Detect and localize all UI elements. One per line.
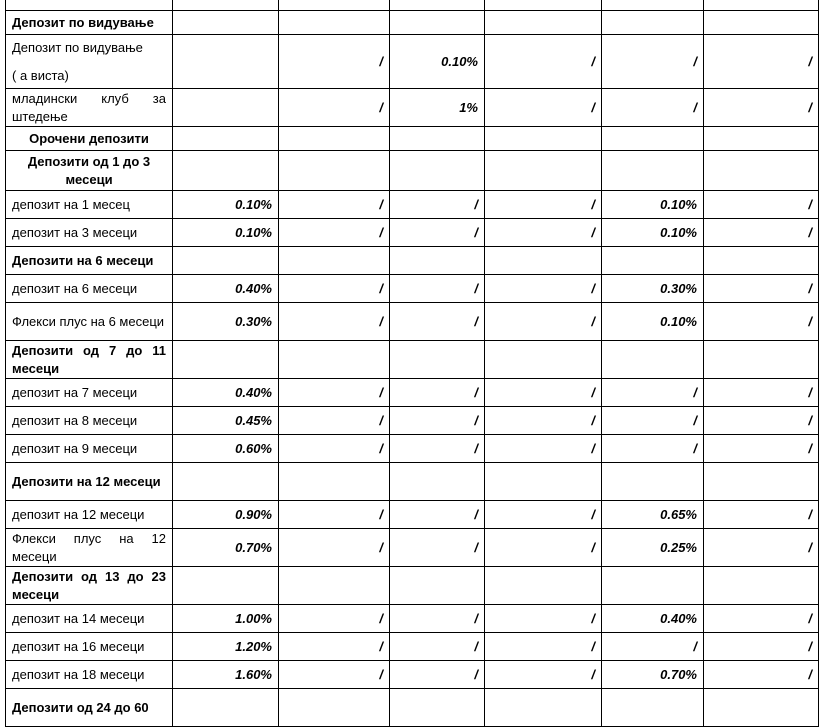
rate-cell: /	[704, 219, 819, 247]
rate-cell: /	[485, 191, 602, 219]
rate-cell	[704, 567, 819, 605]
rate-cell: 0.70%	[602, 661, 704, 689]
row-label-cell	[6, 219, 173, 247]
table-row	[6, 407, 819, 435]
row-label-cell	[6, 341, 173, 379]
row-label-cell	[6, 605, 173, 633]
rate-cell: /	[602, 633, 704, 661]
rate-cell	[704, 151, 819, 191]
row-label: депозит на 18 месеци	[12, 666, 145, 682]
rate-cell	[173, 567, 279, 605]
rate-cell	[602, 0, 704, 11]
rate-cell	[485, 567, 602, 605]
rate-cell: /	[390, 501, 485, 529]
rate-cell: /	[390, 275, 485, 303]
row-label-cell	[6, 191, 173, 219]
rate-cell	[279, 247, 390, 275]
table-row	[6, 0, 819, 11]
rate-cell	[602, 463, 704, 501]
row-label: Депозити на 6 месеци	[12, 252, 154, 268]
rate-cell	[173, 247, 279, 275]
table-row	[6, 275, 819, 303]
rate-cell	[485, 0, 602, 11]
rate-cell: 0.10%	[173, 219, 279, 247]
rate-cell	[173, 689, 279, 727]
rate-cell	[279, 151, 390, 191]
rate-cell: /	[704, 191, 819, 219]
rate-cell: /	[279, 89, 390, 127]
rate-cell: /	[279, 379, 390, 407]
rate-cell	[390, 0, 485, 11]
rate-cell: 0.25%	[602, 529, 704, 567]
rate-cell	[390, 341, 485, 379]
rate-cell: /	[279, 219, 390, 247]
rate-cell: /	[485, 219, 602, 247]
rate-cell: /	[485, 435, 602, 463]
rate-cell: 1%	[390, 89, 485, 127]
rate-cell: /	[279, 529, 390, 567]
row-label: Депозити од 7 до 11 месеци	[12, 342, 166, 376]
table-row	[6, 89, 819, 127]
row-label: Депозити на 12 месеци	[12, 473, 161, 489]
rate-cell	[602, 567, 704, 605]
rate-cell: /	[602, 435, 704, 463]
rate-cell: /	[390, 303, 485, 341]
rate-cell: /	[485, 89, 602, 127]
rate-cell: /	[390, 219, 485, 247]
row-label: Депозити од 13 до 23 месеци	[12, 568, 166, 602]
rate-cell: 0.30%	[173, 303, 279, 341]
rate-cell	[390, 247, 485, 275]
rate-cell: 0.10%	[602, 219, 704, 247]
rate-cell: /	[704, 35, 819, 89]
table-row	[6, 191, 819, 219]
row-label-cell	[6, 275, 173, 303]
rate-cell: 0.40%	[173, 275, 279, 303]
row-label-cell	[6, 0, 173, 11]
rate-cell	[390, 689, 485, 727]
rate-cell	[279, 0, 390, 11]
rate-cell: /	[279, 501, 390, 529]
rate-cell: 1.20%	[173, 633, 279, 661]
rate-cell: 0.40%	[173, 379, 279, 407]
rate-cell: /	[485, 529, 602, 567]
rate-cell: /	[704, 501, 819, 529]
rate-cell	[704, 11, 819, 35]
rate-cell: /	[704, 435, 819, 463]
rate-cell	[485, 11, 602, 35]
rate-cell	[390, 567, 485, 605]
row-label: Депозит по видување	[12, 39, 143, 55]
rate-cell	[279, 11, 390, 35]
rate-cell: 0.45%	[173, 407, 279, 435]
rate-cell	[390, 151, 485, 191]
row-label-cell	[6, 35, 173, 89]
row-label: Депозити од 1 до 3 месеци	[27, 153, 151, 187]
rate-cell	[602, 151, 704, 191]
row-label-cell	[6, 689, 173, 727]
rate-cell	[485, 341, 602, 379]
rate-cell: 0.10%	[173, 191, 279, 219]
rate-cell: /	[485, 35, 602, 89]
rate-cell: 0.40%	[602, 605, 704, 633]
rate-cell: /	[704, 661, 819, 689]
table-row	[6, 247, 819, 275]
rate-cell: /	[704, 407, 819, 435]
rate-cell	[704, 247, 819, 275]
rate-cell: /	[485, 275, 602, 303]
rate-cell	[173, 89, 279, 127]
rate-cell: 0.10%	[602, 303, 704, 341]
rate-cell	[173, 127, 279, 151]
rate-cell: 0.65%	[602, 501, 704, 529]
row-label-cell	[6, 247, 173, 275]
row-label: депозит на 8 месеци	[12, 412, 138, 428]
row-label-cell	[6, 435, 173, 463]
rate-cell: /	[279, 303, 390, 341]
table-row	[6, 463, 819, 501]
rate-cell: /	[704, 633, 819, 661]
rate-cell	[279, 463, 390, 501]
row-label-cell	[6, 633, 173, 661]
rate-cell: /	[390, 191, 485, 219]
rate-cell: /	[485, 501, 602, 529]
table-row	[6, 661, 819, 689]
rate-cell: /	[390, 529, 485, 567]
rate-cell: 0.90%	[173, 501, 279, 529]
rate-cell: 0.70%	[173, 529, 279, 567]
rate-cell: /	[390, 661, 485, 689]
rate-cell: /	[390, 605, 485, 633]
row-label: депозит на 1 месец	[12, 196, 130, 212]
rate-cell: /	[485, 303, 602, 341]
rate-cell	[485, 127, 602, 151]
table-row	[6, 127, 819, 151]
table-row	[6, 341, 819, 379]
row-label: депозит на 7 месеци	[12, 384, 138, 400]
rate-cell	[704, 463, 819, 501]
rate-cell: /	[485, 633, 602, 661]
table-row	[6, 219, 819, 247]
rate-cell	[173, 11, 279, 35]
row-label: младински клуб за штедење	[12, 90, 166, 124]
rate-cell: /	[390, 633, 485, 661]
rate-cell	[173, 341, 279, 379]
row-label-cell	[6, 11, 173, 35]
row-label-cell	[6, 303, 173, 341]
rate-cell: /	[279, 35, 390, 89]
rate-cell	[602, 247, 704, 275]
row-label-cell	[6, 407, 173, 435]
rate-cell: 0.10%	[602, 191, 704, 219]
row-label: Орочени депозити	[29, 130, 149, 146]
table-row	[6, 501, 819, 529]
rate-cell	[279, 567, 390, 605]
row-label-cell	[6, 379, 173, 407]
deposit-rates-table	[5, 0, 819, 727]
rate-cell: 1.60%	[173, 661, 279, 689]
rate-cell: /	[704, 275, 819, 303]
table-row	[6, 689, 819, 727]
rate-cell: /	[279, 605, 390, 633]
rate-cell: /	[602, 89, 704, 127]
rate-cell	[173, 151, 279, 191]
rate-cell: /	[602, 379, 704, 407]
rate-cell: /	[279, 435, 390, 463]
rate-cell	[390, 11, 485, 35]
rate-cell: /	[279, 633, 390, 661]
table-row	[6, 633, 819, 661]
rate-cell	[704, 0, 819, 11]
rate-cell	[390, 463, 485, 501]
row-label: депозит на 16 месеци	[12, 638, 145, 654]
rate-cell	[602, 341, 704, 379]
row-label: Депозити од 24 до 60	[12, 699, 149, 715]
row-label-cell	[6, 661, 173, 689]
rate-cell	[173, 463, 279, 501]
rate-cell: /	[279, 275, 390, 303]
table-row	[6, 567, 819, 605]
rate-cell: /	[279, 191, 390, 219]
rate-cell	[279, 127, 390, 151]
rate-cell	[602, 127, 704, 151]
rate-cell: /	[485, 407, 602, 435]
row-label: депозит на 3 месеци	[12, 224, 138, 240]
rate-cell: /	[279, 661, 390, 689]
rate-cell: /	[390, 379, 485, 407]
rate-cell: 0.60%	[173, 435, 279, 463]
row-sublabel: ( а виста)	[12, 67, 69, 83]
rate-cell	[279, 341, 390, 379]
rate-cell: /	[485, 661, 602, 689]
table-row	[6, 303, 819, 341]
rate-cell	[173, 35, 279, 89]
rate-cell: /	[704, 89, 819, 127]
rate-cell: /	[704, 379, 819, 407]
rate-cell	[485, 689, 602, 727]
rate-cell	[173, 0, 279, 11]
table-row	[6, 529, 819, 567]
rate-cell: /	[485, 379, 602, 407]
table-row	[6, 379, 819, 407]
row-label-cell	[6, 89, 173, 127]
rate-cell: 0.30%	[602, 275, 704, 303]
row-label: Флекси плус на 6 месеци	[12, 313, 165, 329]
row-label-cell	[6, 127, 173, 151]
rate-cell	[704, 689, 819, 727]
rate-cell: /	[485, 605, 602, 633]
rate-cell: 0.10%	[390, 35, 485, 89]
row-label-cell	[6, 529, 173, 567]
table-row	[6, 605, 819, 633]
rate-cell	[279, 689, 390, 727]
row-label: Флекси плус на 12 месеци	[12, 530, 166, 564]
rate-cell: /	[704, 605, 819, 633]
row-label: депозит на 9 месеци	[12, 440, 138, 456]
rate-cell: /	[704, 529, 819, 567]
table-row	[6, 35, 819, 89]
table-row	[6, 435, 819, 463]
row-label: депозит на 6 месеци	[12, 280, 138, 296]
row-label-cell	[6, 567, 173, 605]
rate-cell	[602, 11, 704, 35]
rate-cell: /	[704, 303, 819, 341]
rate-cell: 1.00%	[173, 605, 279, 633]
rate-cell	[485, 463, 602, 501]
rate-cell: /	[390, 407, 485, 435]
row-label: депозит на 12 месеци	[12, 506, 145, 522]
rate-cell	[390, 127, 485, 151]
row-label: депозит на 14 месеци	[12, 610, 145, 626]
rate-cell: /	[602, 407, 704, 435]
rate-cell: /	[390, 435, 485, 463]
rate-cell	[485, 247, 602, 275]
rate-cell: /	[602, 35, 704, 89]
rate-cell	[602, 689, 704, 727]
row-label-cell	[6, 151, 173, 191]
row-label-cell	[6, 463, 173, 501]
rate-cell	[704, 127, 819, 151]
row-label-cell	[6, 501, 173, 529]
row-label: Депозит по видување	[12, 14, 154, 30]
rate-cell: /	[279, 407, 390, 435]
rate-cell	[485, 151, 602, 191]
table-body	[6, 0, 819, 727]
table-row	[6, 151, 819, 191]
rate-cell	[704, 341, 819, 379]
table-row	[6, 11, 819, 35]
